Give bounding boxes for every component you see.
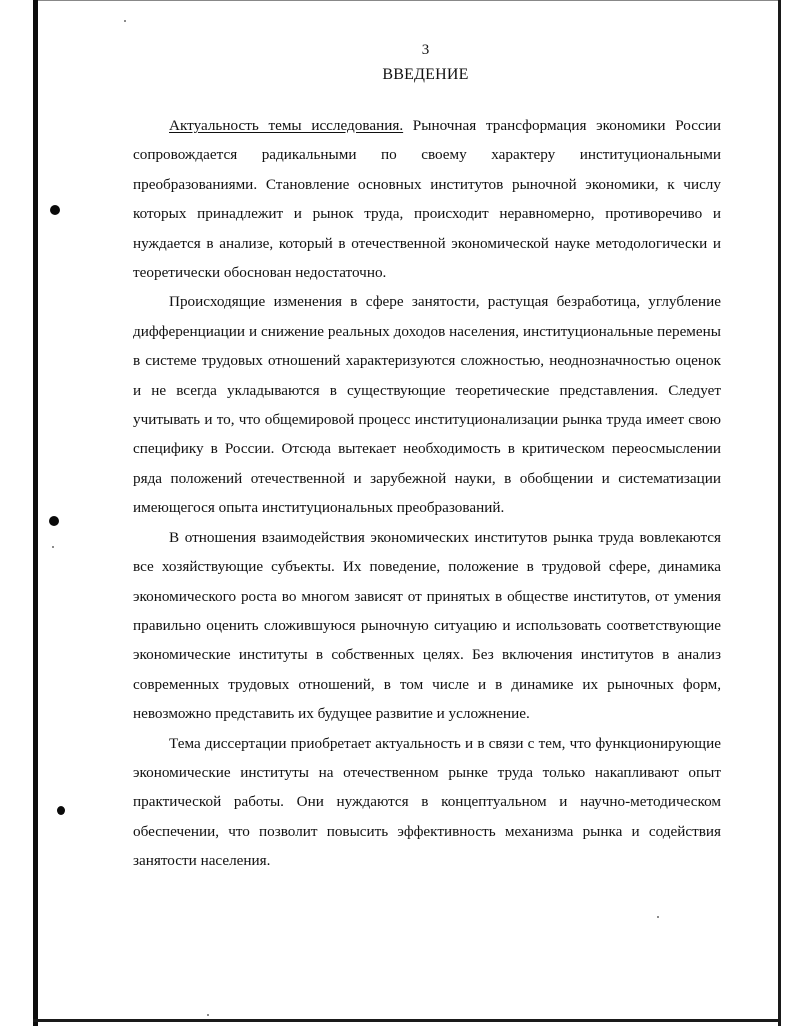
paragraph-text: В отношения взаимодействия экономических институтов рынка труда вовлекаются все хозяйствующие субъекты. Их поведение, положение в трудовой сфере, динамика экономического роста во многом зависят от принятых в обществе институтов, от умения правильно оценить сложившуюся рыночную ситуацию и использовать соответствующие экономические институты в собственных целях. Без включения институтов в анализ современных трудовых отношений, в том числе и в динамике их рыночных форм, невозможно представить их будущее развитие и усложнение. (133, 528, 721, 723)
paragraph (133, 287, 721, 522)
page-number: 3 (421, 42, 430, 58)
scan-speck (124, 20, 126, 22)
paragraph (133, 523, 721, 729)
scan-border-top (33, 0, 781, 1)
scan-border-left (33, 0, 38, 1026)
scan-speck (52, 546, 54, 548)
topic-relevance-lead: Актуальность темы исследования. (169, 117, 404, 134)
paragraph (133, 729, 721, 876)
scan-speck (657, 916, 659, 918)
document-body (133, 111, 721, 876)
scan-speck (207, 1014, 209, 1016)
paragraph-text: Тема диссертации приобретает актуальность и в связи с тем, что функционирующие экономические институты на отечественном рынке труда только накапливают опыт практической работы. Они нуждаются в концептуальном и научно-методическом обеспечении, что позволит повысить эффективность механизма рынка и содействия занятости населения. (133, 734, 721, 870)
scan-border-bottom (33, 1019, 781, 1022)
page-heading: ВВЕДЕНИЕ (382, 66, 469, 83)
binding-hole-mark (50, 205, 60, 215)
scan-border-right (778, 0, 781, 1026)
paragraph-text: Происходящие изменения в сфере занятости, растущая безработица, углубление дифференциации и снижение реальных доходов населения, институциональные перемены в системе трудовых отношений характеризуются сложностью, неоднозначностью оценок и не всегда укладываются в существующие теоретические представления. Следует учитывать и то, что общемировой процесс институционализации рынка труда имеет свою специфику в России. Отсюда вытекает необходимость в критическом переосмыслении ряда положений отечественной и зарубежной науки, в обобщении и систематизации имеющегося опыта институциональных преобразований. (133, 293, 721, 517)
binding-hole-mark (57, 806, 65, 815)
paragraph (133, 111, 721, 287)
paragraph-text: Рыночная трансформация экономики России сопровождается радикальными по своему характеру институциональными преобразованиями. Становление основных институтов рыночной экономики, к числу которых принадлежит и рынок труда, происходит неравномерно, противоречиво и нуждается в анализе, который в отечественной экономической науке методологически и теоретически обоснован недостаточно. (133, 117, 721, 282)
binding-hole-mark (49, 516, 59, 526)
